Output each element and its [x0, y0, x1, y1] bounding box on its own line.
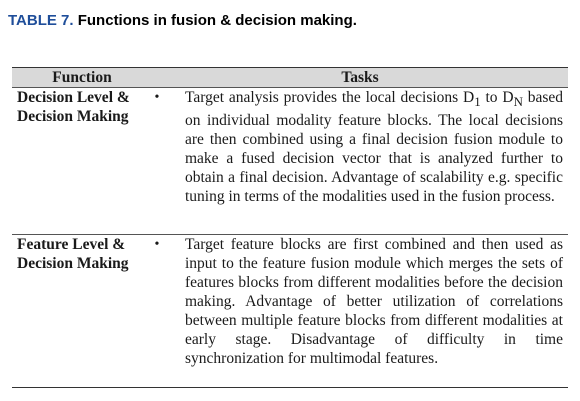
subscript-n: N	[513, 94, 523, 110]
bullet-icon: •	[154, 237, 160, 252]
function-cell: Decision Level & Decision Making	[17, 89, 130, 125]
table-row	[12, 88, 568, 234]
task-cell: Target feature blocks are first combined and then used as input to the feature fusion module which merges the sets of features blocks from different modalities before the decision making. Advantage of better utilization of correlations between multiple feature blocks from different modalities at early stage. Disadvantage of difficulty in time synchronization for multimodal features.	[185, 236, 563, 367]
functions-table	[12, 67, 568, 388]
subscript-1: 1	[474, 94, 481, 110]
header-function: Function	[52, 69, 112, 86]
table-header-row	[12, 68, 568, 88]
table-row	[12, 234, 568, 387]
function-cell: Feature Level & Decision Making	[17, 236, 129, 272]
bullet-icon: •	[154, 90, 160, 105]
task-cell	[185, 88, 563, 234]
task-text-end: based on individual modality feature blocks. The local decisions are then combined using a final decision fusion module to make a fused decision vector that is analyzed further to obtain a final decision. Advantage of scalability e.g. specific tuning in terms of the modalities used in the fusion process.	[185, 89, 564, 206]
task-text-mid: to D	[480, 89, 514, 106]
table-number: TABLE 7.	[8, 12, 74, 29]
table-caption	[8, 12, 357, 29]
header-tasks: Tasks	[341, 69, 379, 86]
task-text-start: Target analysis provides the local decisions D	[185, 89, 475, 106]
table-title: Functions in fusion & decision making.	[77, 12, 357, 29]
